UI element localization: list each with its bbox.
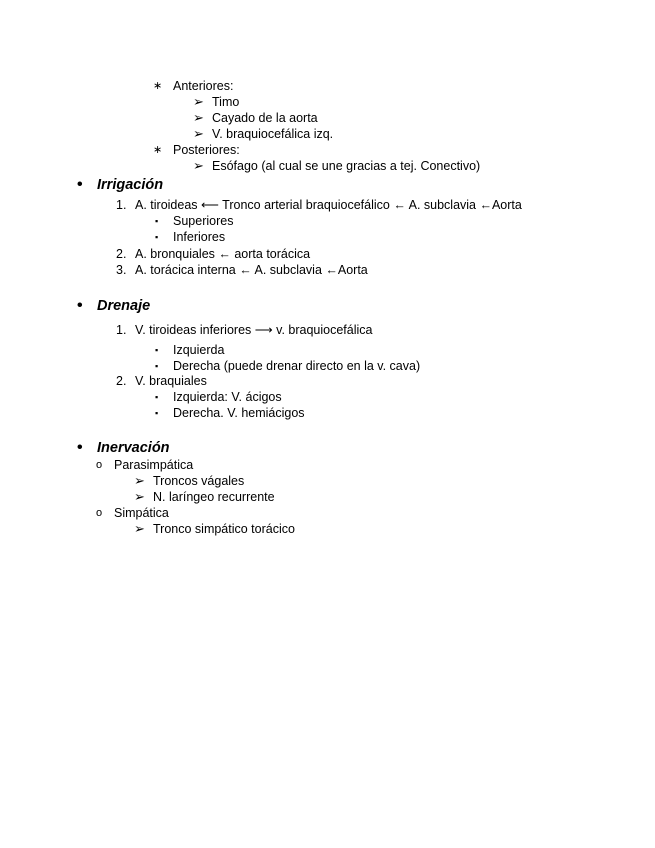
- anteriores-label: Anteriores:: [173, 79, 234, 93]
- list-item: Cayado de la aorta: [212, 111, 318, 125]
- list-item: V. braquiales: [135, 374, 207, 388]
- square-bullet-icon: ▪: [155, 232, 159, 242]
- list-item: A. bronquiales ← aorta torácica: [135, 247, 311, 261]
- circle-bullet-icon: o: [96, 459, 103, 471]
- list-item: Izquierda: [173, 343, 225, 357]
- square-bullet-icon: ▪: [155, 392, 159, 402]
- list-item: Timo: [212, 95, 240, 109]
- square-bullet-icon: ▪: [155, 345, 159, 355]
- list-number: 2.: [116, 247, 127, 261]
- arrow-bullet-icon: ➢: [193, 110, 204, 125]
- list-item: Simpática: [114, 506, 169, 520]
- asterisk-bullet-icon: ∗: [153, 144, 163, 156]
- list-item: Tronco simpático torácico: [153, 522, 295, 536]
- arrow-bullet-icon: ➢: [193, 126, 204, 141]
- asterisk-bullet-icon: ∗: [153, 80, 163, 92]
- list-item: Esófago (al cual se une gracias a tej. Conectivo): [212, 159, 481, 173]
- section-heading-inervacion: Inervación: [97, 440, 170, 456]
- circle-bullet-icon: o: [96, 507, 103, 519]
- list-item: Inferiores: [173, 230, 226, 244]
- list-item: N. laríngeo recurrente: [153, 490, 275, 504]
- list-item: Derecha (puede drenar directo en la v. cava): [173, 359, 421, 373]
- section-heading-irrigacion: Irrigación: [97, 177, 164, 193]
- posteriores-label: Posteriores:: [173, 143, 240, 157]
- list-item: V. tiroideas inferiores ⟶ v. braquiocefálica: [135, 323, 373, 337]
- arrow-bullet-icon: ➢: [134, 489, 145, 504]
- square-bullet-icon: ▪: [155, 408, 159, 418]
- section-heading-drenaje: Drenaje: [97, 298, 151, 314]
- list-item: Troncos vágales: [153, 474, 245, 488]
- arrow-bullet-icon: ➢: [193, 94, 204, 109]
- list-item: Superiores: [173, 214, 234, 228]
- list-item: A. tiroideas ⟵ Tronco arterial braquiocefálico ← A. subclavia ←Aorta: [135, 198, 522, 212]
- list-item: Derecha. V. hemiácigos: [173, 406, 305, 420]
- list-item: Izquierda: V. ácigos: [173, 390, 282, 404]
- bullet-icon: •: [77, 439, 83, 456]
- list-item: Parasimpática: [114, 458, 194, 472]
- square-bullet-icon: ▪: [155, 216, 159, 226]
- list-number: 3.: [116, 263, 127, 277]
- list-item: A. torácica interna ← A. subclavia ←Aorta: [135, 263, 368, 277]
- arrow-bullet-icon: ➢: [193, 158, 204, 173]
- list-number: 1.: [116, 323, 127, 337]
- list-item: V. braquiocefálica izq.: [212, 127, 334, 141]
- arrow-bullet-icon: ➢: [134, 473, 145, 488]
- arrow-bullet-icon: ➢: [134, 521, 145, 536]
- square-bullet-icon: ▪: [155, 361, 159, 371]
- list-number: 2.: [116, 374, 127, 388]
- list-number: 1.: [116, 198, 127, 212]
- bullet-icon: •: [77, 297, 83, 314]
- bullet-icon: •: [77, 176, 83, 193]
